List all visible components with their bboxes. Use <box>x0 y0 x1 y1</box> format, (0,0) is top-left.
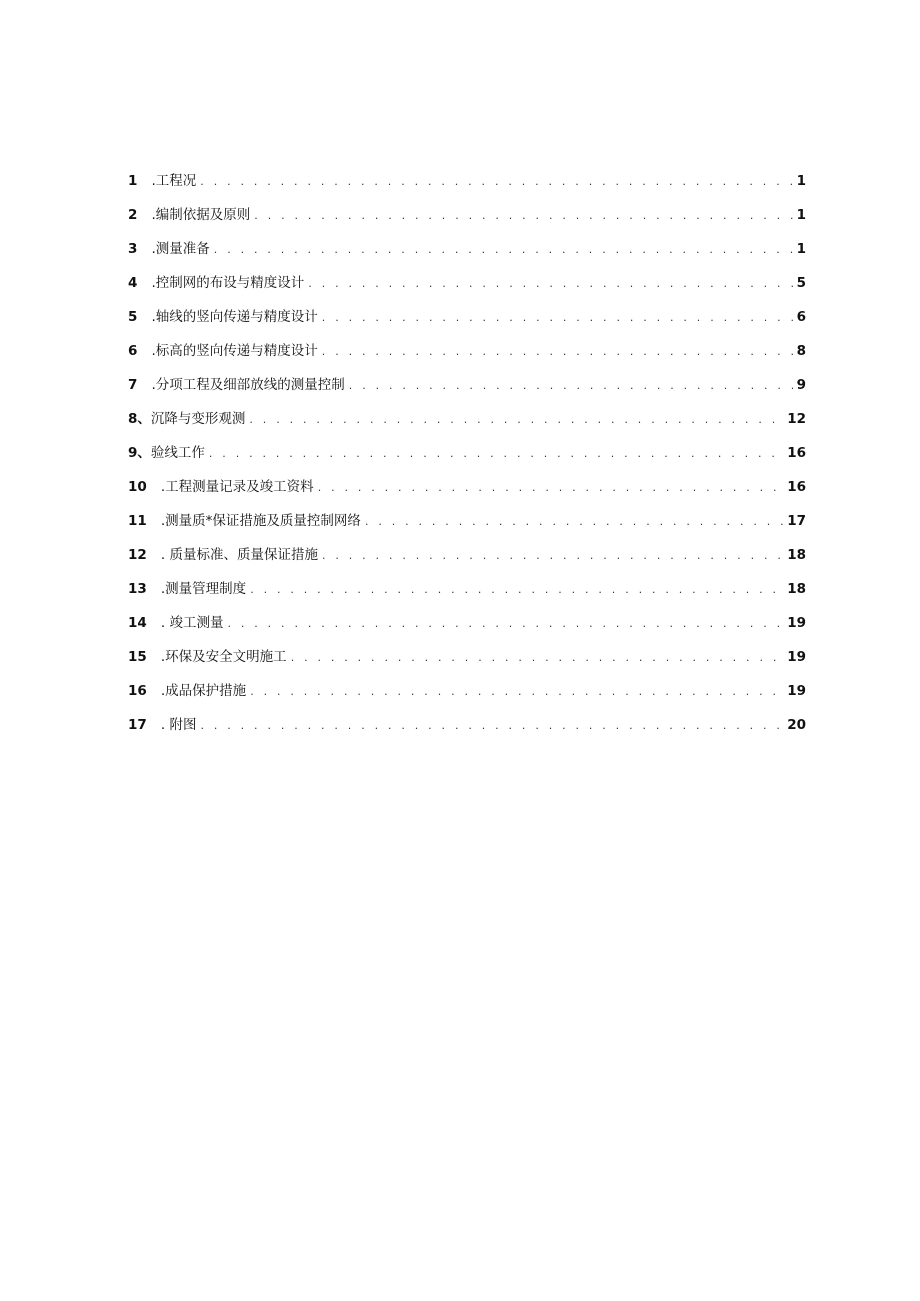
toc-entry[interactable] <box>128 408 806 442</box>
toc-dot-leader <box>308 273 792 295</box>
toc-entry-page: 6 <box>796 309 806 325</box>
toc-entry-number: 6 <box>128 343 152 359</box>
toc-entry-number: 10 <box>128 479 161 495</box>
toc-entry[interactable] <box>128 272 806 306</box>
toc-entry-page: 8 <box>796 343 806 359</box>
toc-dot-leader <box>227 613 783 635</box>
toc-dot-leader <box>200 715 783 737</box>
toc-entry-number: 12 <box>128 547 161 563</box>
toc-entry-title: .测量准备 <box>151 241 210 257</box>
toc-entry-page: 19 <box>787 683 806 699</box>
toc-entry-title: 验线工作 <box>150 445 205 461</box>
toc-entry-title: .轴线的竖向传递与精度设计 <box>151 309 318 325</box>
toc-entry[interactable] <box>128 714 806 748</box>
toc-dot-leader <box>318 477 784 499</box>
toc-dot-leader <box>291 647 784 669</box>
toc-entry-page: 5 <box>796 275 806 291</box>
toc-entry-page: 18 <box>787 581 806 597</box>
toc-entry-page: 16 <box>787 479 806 495</box>
toc-entry[interactable] <box>128 476 806 510</box>
toc-entry-title: .测量质*保证措施及质量控制网络 <box>160 513 361 529</box>
toc-entry-title: . 质量标准、质量保证措施 <box>160 547 318 563</box>
toc-entry-page: 12 <box>787 411 806 427</box>
toc-entry[interactable] <box>128 374 806 408</box>
toc-entry-number: 17 <box>128 717 161 733</box>
toc-entry[interactable] <box>128 544 806 578</box>
toc-entry[interactable] <box>128 306 806 340</box>
toc-dot-leader <box>365 511 783 533</box>
toc-entry-title: .环保及安全文明施工 <box>160 649 287 665</box>
toc-dot-leader <box>254 205 792 227</box>
toc-entry-number: 4 <box>128 275 152 291</box>
toc-entry-title: .成品保护措施 <box>160 683 247 699</box>
toc-entry-title: . 附图 <box>160 717 197 733</box>
toc-entry-title: .工程况 <box>151 173 197 189</box>
toc-entry-number: 3 <box>128 241 152 257</box>
table-of-contents <box>128 170 806 748</box>
toc-dot-leader <box>322 341 793 363</box>
toc-entry-number: 9、 <box>128 445 151 461</box>
toc-entry-title: .标高的竖向传递与精度设计 <box>151 343 318 359</box>
toc-entry-title: .控制网的布设与精度设计 <box>151 275 305 291</box>
toc-dot-leader <box>209 443 783 465</box>
toc-entry[interactable] <box>128 340 806 374</box>
toc-entry-title: . 竣工测量 <box>160 615 224 631</box>
toc-entry-number: 16 <box>128 683 161 699</box>
toc-entry[interactable] <box>128 238 806 272</box>
toc-entry-number: 11 <box>128 513 161 529</box>
toc-entry[interactable] <box>128 442 806 476</box>
toc-dot-leader <box>322 307 793 329</box>
toc-entry[interactable] <box>128 204 806 238</box>
toc-dot-leader <box>250 681 783 703</box>
toc-dot-leader <box>214 239 793 261</box>
toc-entry-title: .测量管理制度 <box>160 581 247 597</box>
toc-entry-page: 1 <box>796 173 806 189</box>
toc-entry-number: 14 <box>128 615 161 631</box>
toc-entry-number: 1 <box>128 173 152 189</box>
toc-entry-title: .编制依据及原则 <box>151 207 251 223</box>
toc-entry-page: 20 <box>787 717 806 733</box>
toc-entry[interactable] <box>128 646 806 680</box>
toc-entry-page: 19 <box>787 615 806 631</box>
toc-dot-leader <box>250 579 783 601</box>
toc-entry[interactable] <box>128 680 806 714</box>
toc-entry-title: .工程测量记录及竣工资料 <box>160 479 314 495</box>
toc-entry-page: 9 <box>796 377 806 393</box>
toc-entry[interactable] <box>128 612 806 646</box>
toc-entry[interactable] <box>128 510 806 544</box>
toc-dot-leader <box>349 375 793 397</box>
toc-entry-number: 2 <box>128 207 152 223</box>
toc-entry-page: 17 <box>787 513 806 529</box>
toc-entry[interactable] <box>128 578 806 612</box>
toc-entry[interactable] <box>128 170 806 204</box>
toc-entry-number: 7 <box>128 377 152 393</box>
toc-dot-leader <box>200 171 792 193</box>
toc-dot-leader <box>322 545 783 567</box>
toc-entry-page: 18 <box>787 547 806 563</box>
toc-entry-number: 13 <box>128 581 161 597</box>
toc-entry-title: 沉降与变形观测 <box>150 411 246 427</box>
toc-entry-number: 5 <box>128 309 152 325</box>
toc-dot-leader <box>249 409 783 431</box>
toc-entry-page: 1 <box>796 207 806 223</box>
toc-entry-number: 15 <box>128 649 161 665</box>
toc-entry-number: 8、 <box>128 411 151 427</box>
toc-entry-page: 1 <box>796 241 806 257</box>
toc-entry-title: .分项工程及细部放线的测量控制 <box>151 377 345 393</box>
toc-entry-page: 19 <box>787 649 806 665</box>
toc-entry-page: 16 <box>787 445 806 461</box>
